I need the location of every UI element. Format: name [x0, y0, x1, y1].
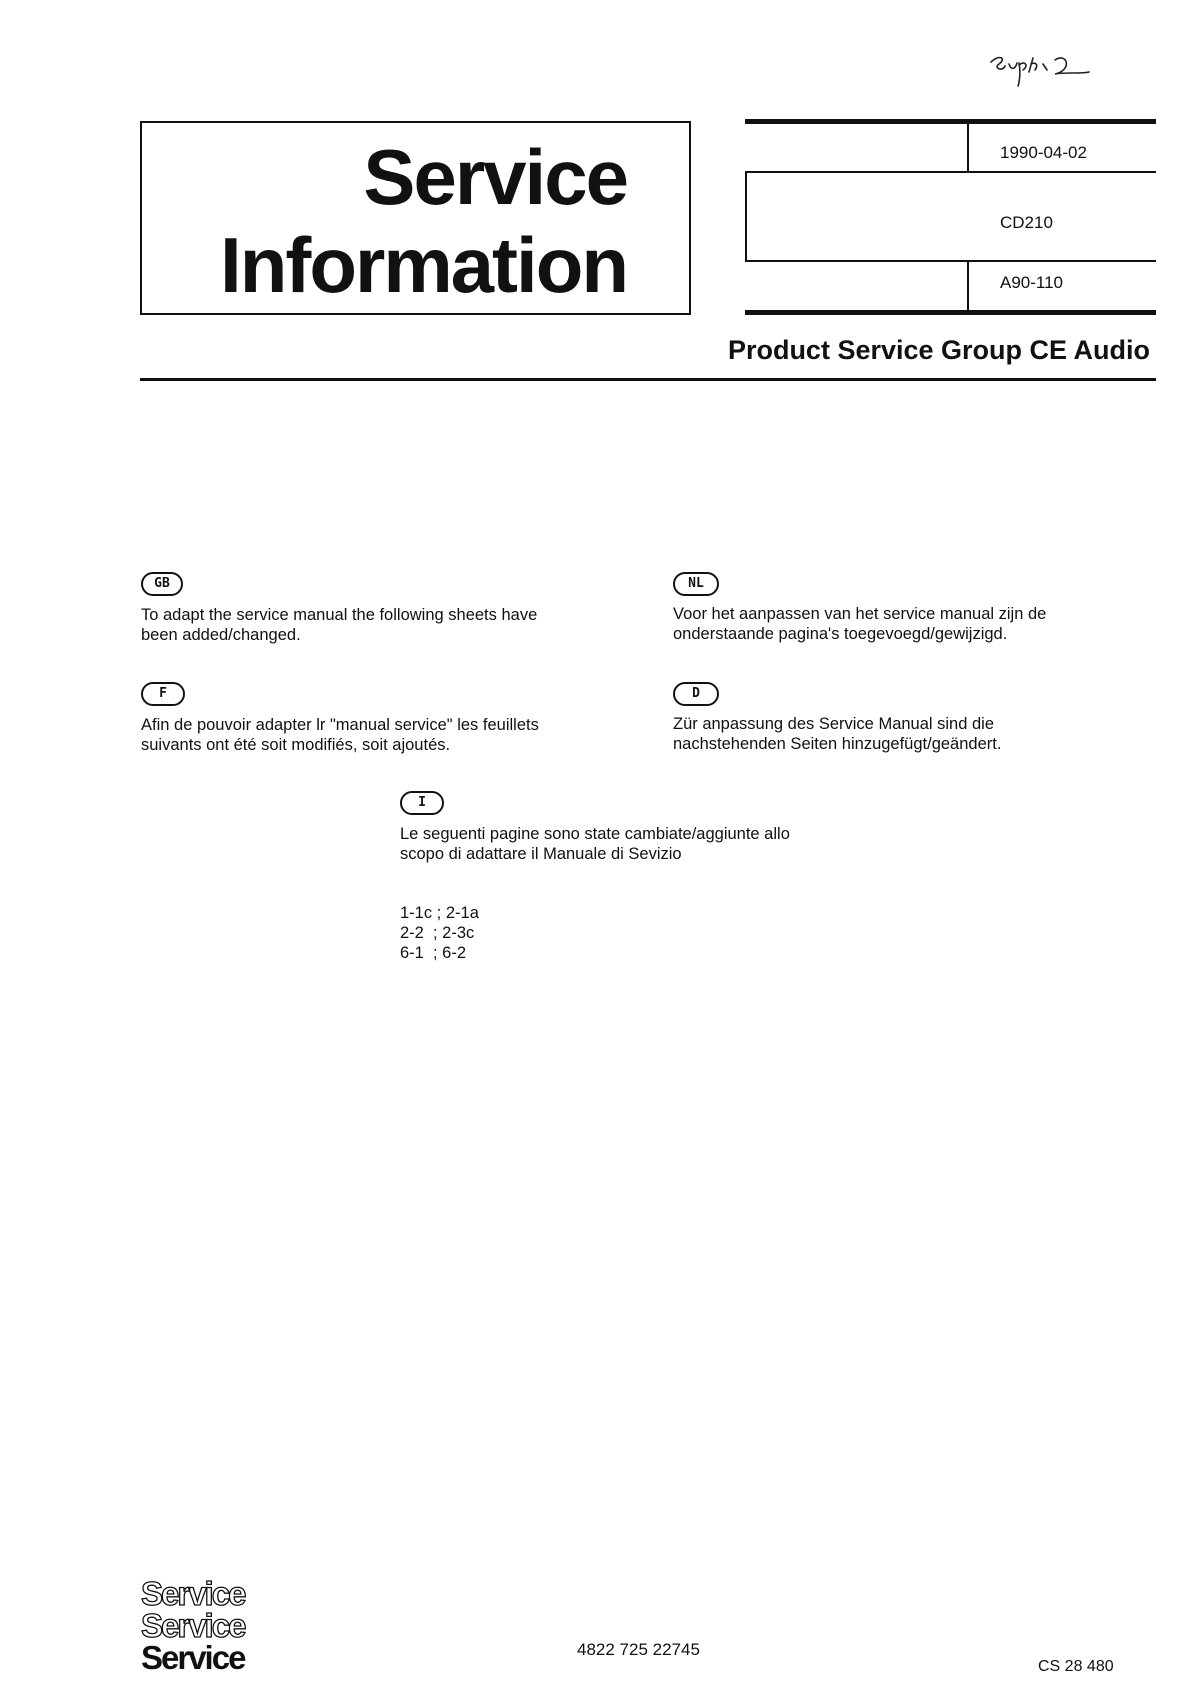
notice-nl-text	[673, 604, 1046, 644]
notice-nl-line: Voor het aanpassen van het service manual zijn de	[673, 605, 1047, 623]
date-rule	[745, 171, 1156, 173]
model-number: CD210	[1000, 213, 1053, 232]
notice-f-line: Afin de pouvoir adapter lr "manual service" les feuillets	[141, 716, 539, 734]
document-code: CS 28 480	[1038, 1658, 1114, 1675]
notice-f-text	[141, 715, 539, 755]
handwritten-note	[985, 50, 1095, 90]
group-title: Product Service Group CE Audio	[727, 335, 1150, 365]
service-logo	[141, 1575, 245, 1676]
notice-nl	[673, 572, 719, 596]
header-divider	[140, 378, 1156, 381]
language-badge-nl: NL	[673, 572, 719, 596]
part-number: 4822 725 22745	[577, 1640, 700, 1659]
date-divider	[967, 124, 969, 171]
notice-d	[673, 682, 719, 706]
model-rule	[745, 260, 1156, 262]
model-left-border	[745, 171, 747, 261]
changed-pages-list	[400, 903, 479, 963]
language-badge-d: D	[673, 682, 719, 706]
list-item: 2-2 ; 2-3c	[400, 924, 475, 942]
language-badge-f: F	[141, 682, 185, 706]
notice-i	[400, 791, 444, 815]
logo-line-solid: Service	[141, 1639, 245, 1676]
page-title-line1: Service	[363, 133, 627, 221]
language-badge-gb: GB	[141, 572, 183, 596]
title-box	[140, 121, 691, 315]
notice-gb-text	[141, 605, 537, 645]
reference-divider	[967, 262, 969, 310]
list-item: 6-1 ; 6-2	[400, 944, 467, 962]
notice-nl-line: onderstaande pagina's toegevoegd/gewijzigd.	[673, 625, 1008, 643]
notice-i-text	[400, 824, 790, 864]
document-date: 1990-04-02	[1000, 143, 1087, 162]
language-badge-i: I	[400, 791, 444, 815]
reference-number: A90-110	[1000, 273, 1064, 292]
notice-gb-line: To adapt the service manual the following sheets have	[141, 606, 538, 624]
notice-d-text	[673, 714, 1001, 754]
logo-line-outline: Service	[141, 1607, 245, 1644]
notice-f-line: suivants ont été soit modifiés, soit ajoutés.	[141, 736, 451, 754]
notice-d-line: nachstehenden Seiten hinzugefügt/geändert.	[673, 735, 1002, 753]
logo-line-outline: Service	[141, 1575, 245, 1612]
notice-gb-line: been added/changed.	[141, 626, 301, 644]
info-bottom-rule	[745, 310, 1156, 315]
notice-d-line: Zür anpassung des Service Manual sind die	[673, 715, 995, 733]
list-item: 1-1c ; 2-1a	[400, 904, 479, 922]
notice-i-line: Le seguenti pagine sono state cambiate/aggiunte allo	[400, 825, 790, 843]
info-top-rule	[745, 119, 1156, 124]
notice-f	[141, 682, 185, 706]
notice-gb	[141, 572, 183, 596]
page-title-line2: Information	[220, 221, 627, 309]
notice-i-line: scopo di adattare il Manuale di Sevizio	[400, 845, 682, 863]
